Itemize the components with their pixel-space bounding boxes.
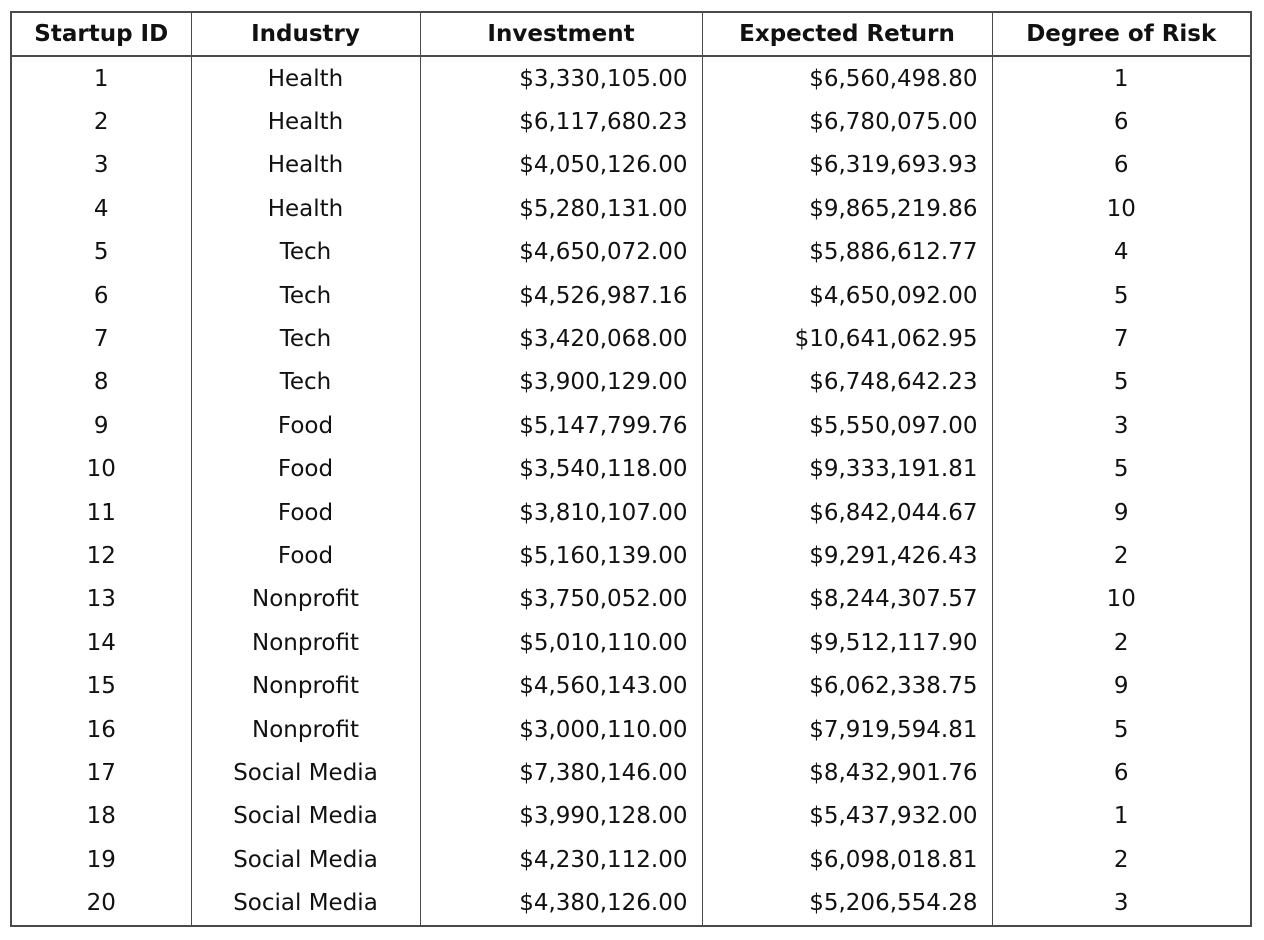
cell-expected-return: $9,333,191.81 (702, 448, 992, 491)
cell-degree-of-risk: 5 (992, 448, 1251, 491)
header-startup-id: Startup ID (11, 12, 191, 56)
cell-investment: $6,117,680.23 (420, 100, 702, 143)
cell-startup-id: 5 (11, 231, 191, 274)
cell-industry: Tech (191, 317, 420, 360)
cell-investment: $3,810,107.00 (420, 491, 702, 534)
cell-startup-id: 16 (11, 708, 191, 751)
header-degree-of-risk: Degree of Risk (992, 12, 1251, 56)
cell-degree-of-risk: 6 (992, 751, 1251, 794)
cell-industry: Nonprofit (191, 708, 420, 751)
header-expected-return: Expected Return (702, 12, 992, 56)
cell-expected-return: $4,650,092.00 (702, 274, 992, 317)
cell-expected-return: $8,432,901.76 (702, 751, 992, 794)
cell-investment: $4,050,126.00 (420, 144, 702, 187)
startup-investment-table (10, 11, 1252, 927)
cell-investment: $5,147,799.76 (420, 404, 702, 447)
cell-startup-id: 20 (11, 881, 191, 925)
cell-industry: Food (191, 404, 420, 447)
cell-investment: $4,526,987.16 (420, 274, 702, 317)
cell-degree-of-risk: 5 (992, 274, 1251, 317)
cell-startup-id: 4 (11, 187, 191, 230)
cell-degree-of-risk: 6 (992, 144, 1251, 187)
cell-degree-of-risk: 10 (992, 187, 1251, 230)
cell-expected-return: $9,865,219.86 (702, 187, 992, 230)
cell-startup-id: 6 (11, 274, 191, 317)
cell-industry: Health (191, 56, 420, 100)
cell-degree-of-risk: 9 (992, 664, 1251, 707)
cell-expected-return: $6,560,498.80 (702, 56, 992, 100)
cell-startup-id: 15 (11, 664, 191, 707)
cell-investment: $7,380,146.00 (420, 751, 702, 794)
cell-industry: Food (191, 534, 420, 577)
cell-investment: $5,280,131.00 (420, 187, 702, 230)
table-row (11, 144, 1251, 187)
cell-degree-of-risk: 5 (992, 361, 1251, 404)
cell-investment: $3,420,068.00 (420, 317, 702, 360)
cell-degree-of-risk: 9 (992, 491, 1251, 534)
cell-investment: $3,330,105.00 (420, 56, 702, 100)
table-row (11, 664, 1251, 707)
cell-investment: $3,990,128.00 (420, 795, 702, 838)
table-row (11, 317, 1251, 360)
table-row (11, 534, 1251, 577)
cell-expected-return: $5,437,932.00 (702, 795, 992, 838)
cell-investment: $5,160,139.00 (420, 534, 702, 577)
cell-expected-return: $6,842,044.67 (702, 491, 992, 534)
cell-industry: Health (191, 100, 420, 143)
cell-expected-return: $10,641,062.95 (702, 317, 992, 360)
cell-degree-of-risk: 4 (992, 231, 1251, 274)
cell-industry: Health (191, 144, 420, 187)
cell-expected-return: $7,919,594.81 (702, 708, 992, 751)
cell-startup-id: 12 (11, 534, 191, 577)
cell-industry: Tech (191, 361, 420, 404)
cell-expected-return: $6,098,018.81 (702, 838, 992, 881)
cell-investment: $4,380,126.00 (420, 881, 702, 925)
table-row (11, 838, 1251, 881)
cell-expected-return: $6,319,693.93 (702, 144, 992, 187)
cell-expected-return: $9,512,117.90 (702, 621, 992, 664)
cell-investment: $4,650,072.00 (420, 231, 702, 274)
cell-industry: Social Media (191, 881, 420, 925)
table-row (11, 621, 1251, 664)
cell-investment: $4,230,112.00 (420, 838, 702, 881)
cell-investment: $3,000,110.00 (420, 708, 702, 751)
cell-expected-return: $6,780,075.00 (702, 100, 992, 143)
table-row (11, 231, 1251, 274)
cell-startup-id: 19 (11, 838, 191, 881)
header-industry: Industry (191, 12, 420, 56)
cell-degree-of-risk: 3 (992, 404, 1251, 447)
table-row (11, 795, 1251, 838)
cell-degree-of-risk: 2 (992, 534, 1251, 577)
cell-expected-return: $5,550,097.00 (702, 404, 992, 447)
cell-investment: $4,560,143.00 (420, 664, 702, 707)
cell-industry: Nonprofit (191, 578, 420, 621)
cell-industry: Tech (191, 274, 420, 317)
table-row (11, 708, 1251, 751)
cell-expected-return: $5,206,554.28 (702, 881, 992, 925)
cell-industry: Health (191, 187, 420, 230)
cell-industry: Social Media (191, 838, 420, 881)
table-row (11, 448, 1251, 491)
cell-startup-id: 8 (11, 361, 191, 404)
table-row (11, 100, 1251, 143)
cell-degree-of-risk: 2 (992, 621, 1251, 664)
cell-investment: $3,900,129.00 (420, 361, 702, 404)
cell-investment: $5,010,110.00 (420, 621, 702, 664)
cell-expected-return: $9,291,426.43 (702, 534, 992, 577)
cell-startup-id: 10 (11, 448, 191, 491)
cell-startup-id: 18 (11, 795, 191, 838)
table-row (11, 187, 1251, 230)
header-investment: Investment (420, 12, 702, 56)
table-row (11, 361, 1251, 404)
cell-expected-return: $5,886,612.77 (702, 231, 992, 274)
cell-startup-id: 2 (11, 100, 191, 143)
table-row (11, 491, 1251, 534)
cell-industry: Food (191, 448, 420, 491)
cell-industry: Nonprofit (191, 664, 420, 707)
cell-startup-id: 11 (11, 491, 191, 534)
table-row (11, 56, 1251, 100)
cell-expected-return: $6,062,338.75 (702, 664, 992, 707)
cell-degree-of-risk: 1 (992, 795, 1251, 838)
cell-startup-id: 1 (11, 56, 191, 100)
cell-startup-id: 7 (11, 317, 191, 360)
cell-industry: Food (191, 491, 420, 534)
cell-expected-return: $6,748,642.23 (702, 361, 992, 404)
cell-industry: Social Media (191, 751, 420, 794)
table-row (11, 404, 1251, 447)
cell-startup-id: 9 (11, 404, 191, 447)
cell-investment: $3,540,118.00 (420, 448, 702, 491)
table-row (11, 274, 1251, 317)
table-row (11, 751, 1251, 794)
cell-industry: Social Media (191, 795, 420, 838)
header-row (11, 12, 1251, 56)
cell-startup-id: 13 (11, 578, 191, 621)
cell-degree-of-risk: 10 (992, 578, 1251, 621)
cell-industry: Tech (191, 231, 420, 274)
table-row (11, 578, 1251, 621)
cell-degree-of-risk: 5 (992, 708, 1251, 751)
cell-startup-id: 3 (11, 144, 191, 187)
cell-degree-of-risk: 7 (992, 317, 1251, 360)
cell-startup-id: 17 (11, 751, 191, 794)
cell-degree-of-risk: 3 (992, 881, 1251, 925)
cell-investment: $3,750,052.00 (420, 578, 702, 621)
table-row (11, 881, 1251, 925)
cell-degree-of-risk: 2 (992, 838, 1251, 881)
cell-degree-of-risk: 6 (992, 100, 1251, 143)
cell-expected-return: $8,244,307.57 (702, 578, 992, 621)
cell-startup-id: 14 (11, 621, 191, 664)
cell-degree-of-risk: 1 (992, 56, 1251, 100)
cell-industry: Nonprofit (191, 621, 420, 664)
